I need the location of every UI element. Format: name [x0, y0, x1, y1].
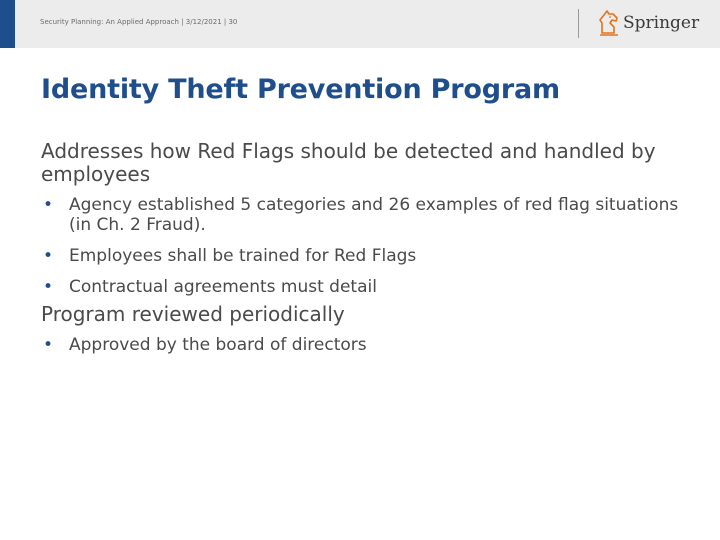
- slide-title: Identity Theft Prevention Program: [41, 74, 560, 105]
- bullet-item: [41, 335, 681, 355]
- bullet-text: Employees shall be trained for Red Flags: [69, 246, 417, 266]
- slide-content: [41, 140, 681, 361]
- bullet-item: [41, 277, 681, 297]
- header-divider: [578, 9, 579, 38]
- header-bar: [0, 0, 720, 48]
- slide-footer-info: Security Planning: An Applied Approach | 3/12/2021 | 30: [40, 18, 238, 26]
- section-heading: Addresses how Red Flags should be detected and handled by employees: [41, 139, 656, 186]
- bullet-icon: •: [43, 335, 54, 355]
- header-accent-stripe: [0, 0, 15, 48]
- section-heading: Program reviewed periodically: [41, 302, 345, 326]
- bullet-text: Contractual agreements must detail: [69, 277, 377, 297]
- springer-logo: [598, 9, 700, 39]
- bullet-item: [41, 195, 681, 235]
- bullet-list: [41, 335, 681, 355]
- bullet-icon: •: [43, 246, 54, 266]
- springer-logo-text: Springer: [623, 13, 700, 33]
- bullet-text: Approved by the board of directors: [69, 335, 367, 355]
- bullet-text: Agency established 5 categories and 26 examples of red flag situations (in Ch. 2 Fraud).: [69, 195, 679, 235]
- bullet-icon: •: [43, 277, 54, 297]
- bullet-item: [41, 246, 681, 266]
- springer-horse-icon: [598, 9, 622, 37]
- bullet-icon: •: [43, 195, 54, 215]
- bullet-list: [41, 195, 681, 297]
